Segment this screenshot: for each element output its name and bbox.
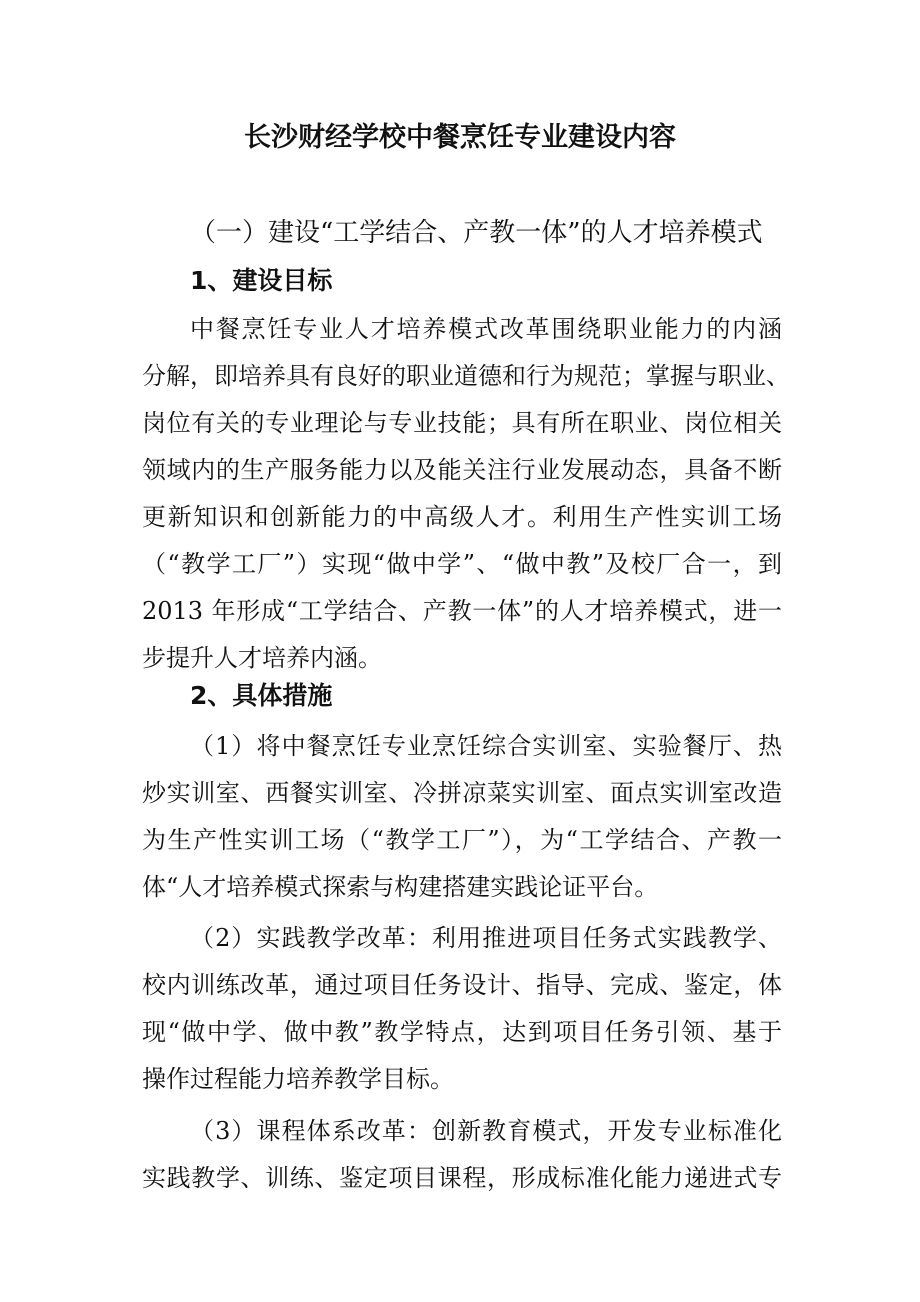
paragraph-line: 更新知识和创新能力的中高级人才。利用生产性实训工场 <box>142 503 782 531</box>
paragraph-line: 2013 年形成“工学结合、产教一体”的人才培养模式，进一 <box>142 597 782 625</box>
subheading-measures: 2、具体措施 <box>190 681 333 710</box>
paragraph-line: （1）将中餐烹饪专业烹饪综合实训室、实验餐厅、热 <box>190 732 782 760</box>
paragraph-line: 为生产性实训工场（“教学工厂”），为“工学结合、产教一 <box>142 826 782 854</box>
paragraph-build-goal <box>142 306 790 682</box>
document-title: 长沙财经学校中餐烹饪专业建设内容 <box>244 122 676 153</box>
paragraph-line: （2）实践教学改革：利用推进项目任务式实践教学、 <box>190 924 782 952</box>
paragraph-line: 步提升人才培养内涵。 <box>142 644 382 672</box>
paragraph-line: 实践教学、训练、鉴定项目课程，形成标准化能力递进式专 <box>142 1164 782 1192</box>
paragraph-line: 现“做中学、做中教”教学特点，达到项目任务引领、基于 <box>142 1018 782 1046</box>
paragraph-line: 校内训练改革，通过项目任务设计、指导、完成、鉴定，体 <box>142 971 782 999</box>
paragraph-line: 岗位有关的专业理论与专业技能；具有所在职业、岗位相关 <box>142 409 782 437</box>
paragraph-line: 炒实训室、西餐实训室、冷拼凉菜实训室、面点实训室改造 <box>142 779 782 807</box>
paragraph-measure-2 <box>142 915 782 1103</box>
paragraph-measure-1 <box>142 723 782 911</box>
paragraph-measure-3 <box>142 1108 782 1202</box>
paragraph-line: 体“人才培养模式探索与构建搭建实践论证平台。 <box>142 873 659 901</box>
paragraph-line: （3）课程体系改革：创新教育模式，开发专业标准化 <box>190 1117 782 1145</box>
section-heading: （一）建设“工学结合、产教一体”的人才培养模式 <box>190 218 763 248</box>
paragraph-line: 领域内的生产服务能力以及能关注行业发展动态，具备不断 <box>142 456 782 484</box>
paragraph-line: 中餐烹饪专业人才培养模式改革围绕职业能力的内涵 <box>190 315 782 343</box>
paragraph-line: （“教学工厂”）实现“做中学”、“做中教”及校厂合一，到 <box>142 550 782 578</box>
paragraph-line: 操作过程能力培养教学目标。 <box>142 1065 454 1093</box>
subheading-build-goal: 1、建设目标 <box>190 266 333 295</box>
paragraph-line: 分解，即培养具有良好的职业道德和行为规范；掌握与职业、 <box>142 362 790 390</box>
